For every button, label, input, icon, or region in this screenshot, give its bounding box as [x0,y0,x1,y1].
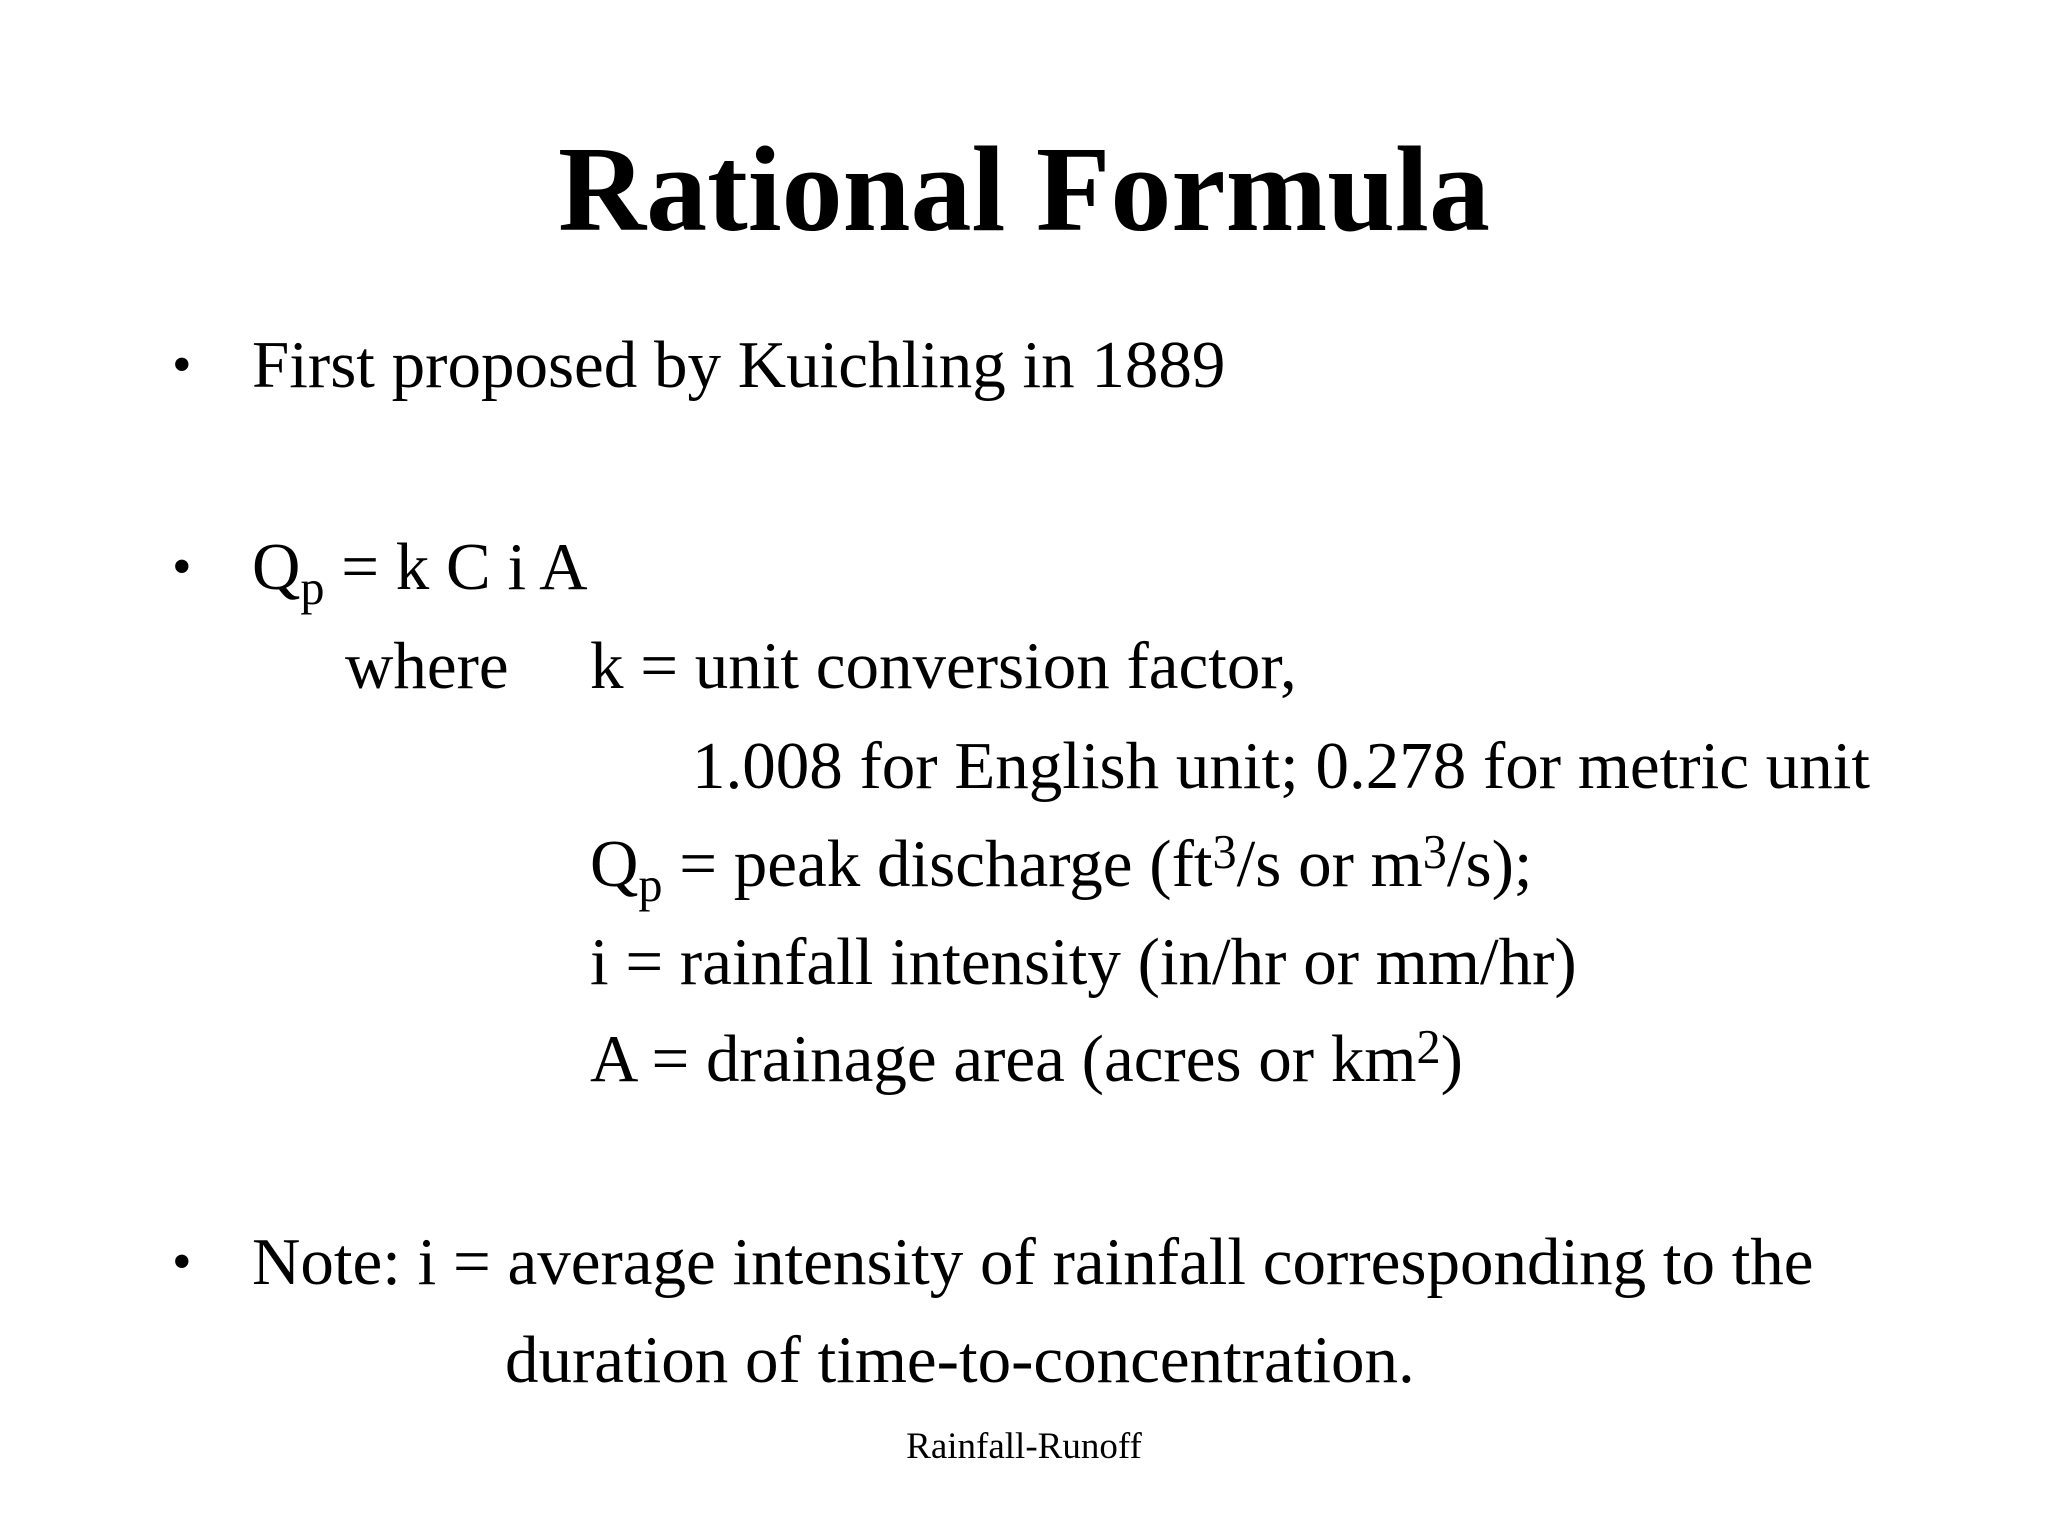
a-part2: ) [1440,1022,1463,1096]
qp-sup1: 3 [1212,825,1237,879]
bullet-3-marker: • [172,1231,192,1293]
note-line-1: Note: i = average intensity of rainfall corresponding to the [252,1225,1814,1299]
slide-title: Rational Formula [558,122,1490,257]
formula-line [252,527,588,616]
note-line-2: duration of time-to-concentration. [505,1323,1415,1397]
qp-part2: /s or m [1236,827,1423,901]
qp-part3: /s); [1446,827,1533,901]
bullet-2-marker: • [172,536,192,598]
a-sup: 2 [1416,1020,1441,1074]
qp-q: Q [590,827,639,901]
bullet-1-marker: • [172,334,192,396]
qp-sup2: 3 [1422,825,1447,879]
bullet-1-text: First proposed by Kuichling in 1889 [252,328,1226,402]
definition-qp [590,824,1533,913]
a-part1: A = drainage area (acres or km [590,1022,1417,1096]
formula-q: Q [252,530,301,604]
formula-rest: = k C i A [324,530,588,604]
definition-i: i = rainfall intensity (in/hr or mm/hr) [590,925,1577,999]
where-label: where [345,629,509,703]
formula-sub-p: p [300,562,325,616]
definition-a [590,1019,1463,1099]
definition-k: k = unit conversion factor, [590,629,1297,703]
definition-k-values: 1.008 for English unit; 0.278 for metric unit [692,729,1870,803]
qp-sub-p: p [638,859,663,913]
slide-footer: Rainfall-Runoff [906,1426,1142,1467]
qp-part1: = peak discharge (ft [662,827,1213,901]
